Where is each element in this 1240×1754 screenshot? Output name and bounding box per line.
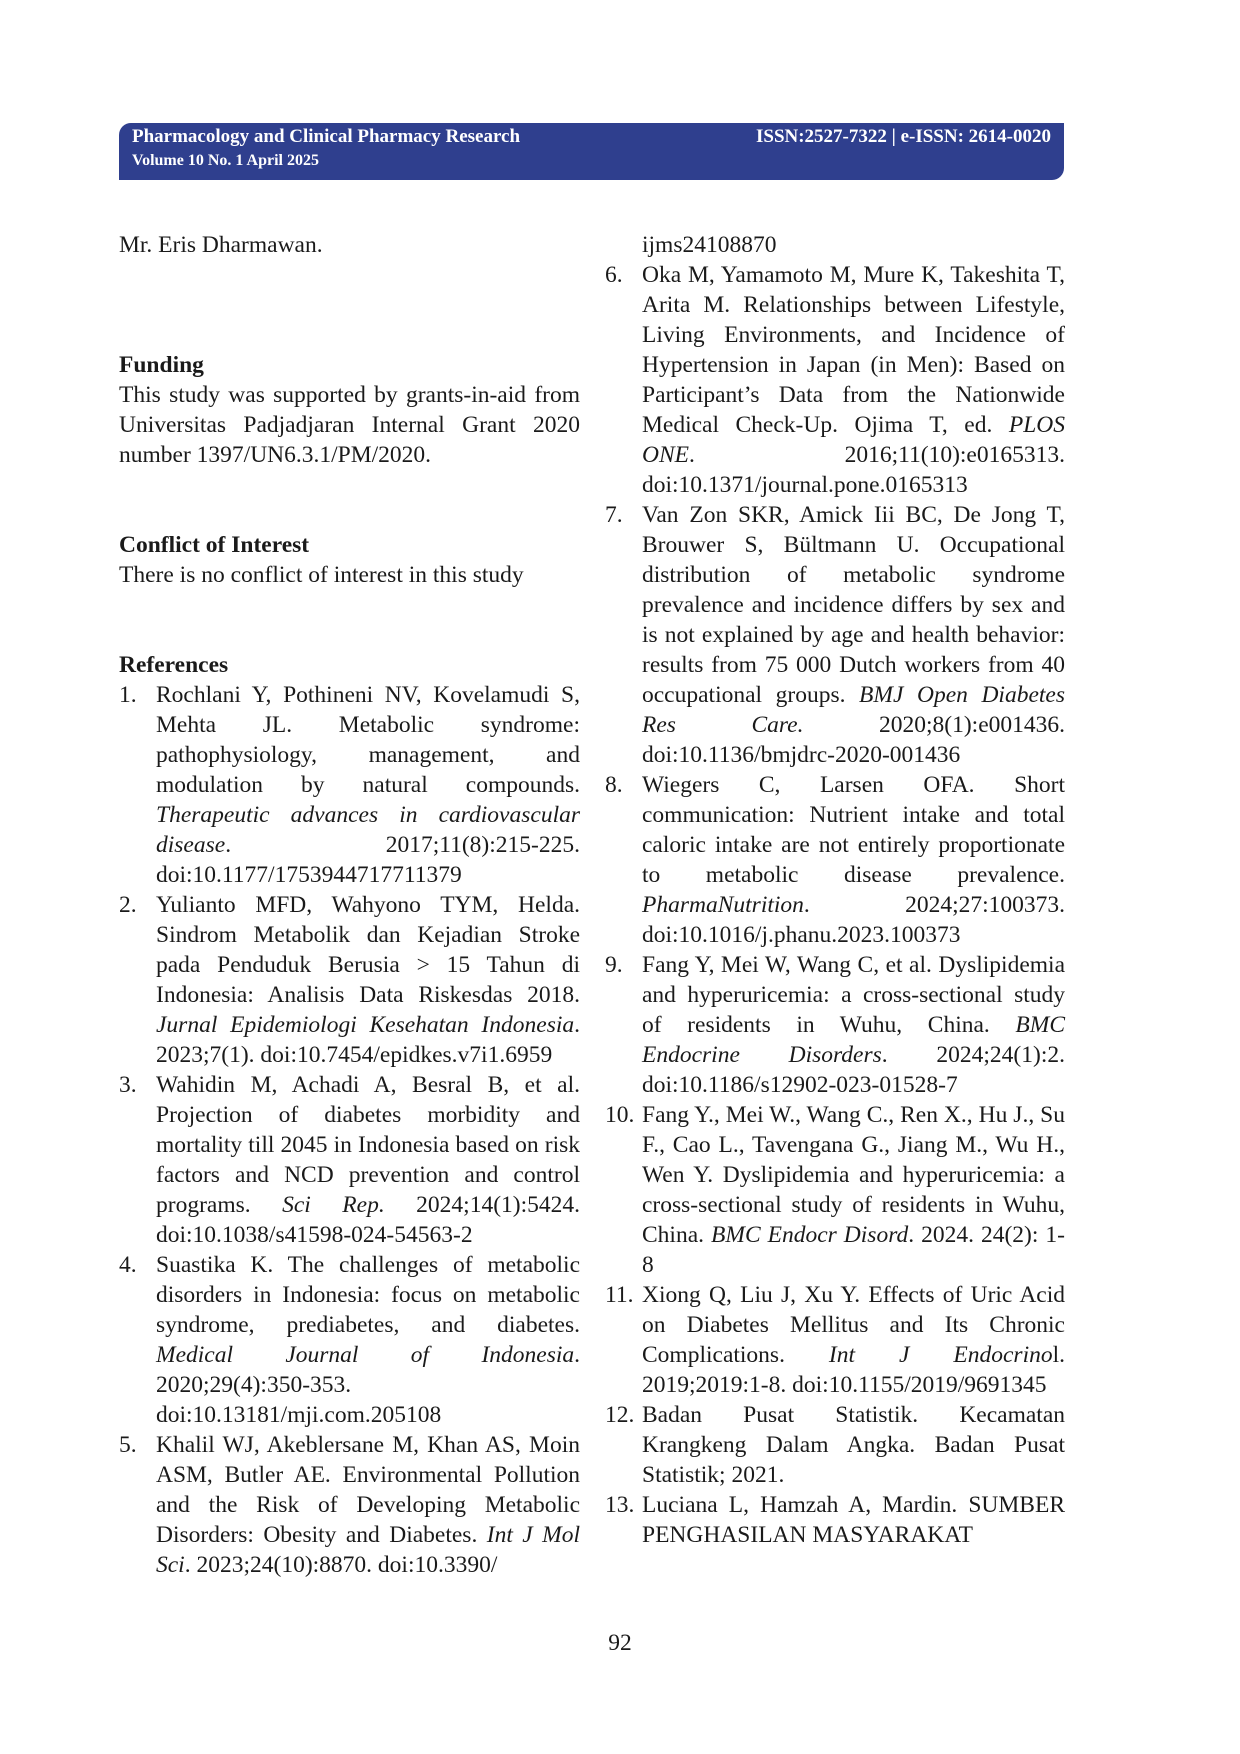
- reference-text: Fang Y., Mei W., Wang C., Ren X., Hu J., Su F., Cao L., Tavengana G., Jiang M., Wu H., Wen Y. Dyslipidemia and hyperuricemia: a cross-sectional study of residents in Wuhu, China. BMC Endocr Disord. 2024. 24(2): 1-8: [642, 1102, 1065, 1278]
- reference-number: 2.: [119, 892, 137, 918]
- funding-heading: Funding: [119, 352, 204, 378]
- reference-text: Yulianto MFD, Wahyono TYM, Helda. Sindrom Metabolik dan Kejadian Stroke pada Penduduk Berusia > 15 Tahun di Indonesia: Analisis Data Riskesdas 2018. Jurnal Epidemiologi Kesehatan Indonesia. 2023;7(1). doi:10.7454/epidkes.v7i1.6959: [156, 892, 580, 1068]
- reference-text: Badan Pusat Statistik. Kecamatan Krangkeng Dalam Angka. Badan Pusat Statistik; 2021.: [642, 1402, 1065, 1488]
- reference-item: [605, 260, 1065, 500]
- reference-number: 4.: [119, 1252, 137, 1278]
- reference-item: [605, 1100, 1065, 1280]
- reference-text: Luciana L, Hamzah A, Mardin. SUMBER PENGHASILAN MASYARAKAT: [642, 1492, 1065, 1548]
- reference-number: 10.: [605, 1102, 635, 1128]
- reference-text: Xiong Q, Liu J, Xu Y. Effects of Uric Acid on Diabetes Mellitus and Its Chronic Complications. Int J Endocrinol. 2019;2019:1-8. doi:10.1155/2019/9691345: [642, 1282, 1065, 1398]
- reference-item: [119, 680, 580, 890]
- reference-item: [119, 1430, 580, 1580]
- journal-issn: ISSN:2527-7322 | e-ISSN: 2614-0020: [755, 126, 1051, 147]
- funding-text: This study was supported by grants-in-aid from Universitas Padjadjaran Internal Grant 2020 number 1397/UN6.3.1/PM/2020.: [119, 382, 580, 468]
- conflict-heading: Conflict of Interest: [119, 532, 310, 558]
- reference-text: Rochlani Y, Pothineni NV, Kovelamudi S, Mehta JL. Metabolic syndrome: pathophysiology, management, and modulation by natural compounds. Therapeutic advances in cardiovascular disease. 2017;11(8):215-225. doi:10.1177/1753944717711379: [156, 682, 580, 888]
- journal-volume: Volume 10 No. 1 April 2025: [132, 152, 319, 169]
- reference-continuation: ijms24108870: [642, 232, 777, 258]
- reference-text: Suastika K. The challenges of metabolic disorders in Indonesia: focus on metabolic syndrome, prediabetes, and diabetes. Medical Journal of Indonesia. 2020;29(4):350-353. doi:10.13181/mji.com.205108: [156, 1252, 580, 1428]
- references-heading: References: [119, 652, 229, 678]
- reference-item: [119, 890, 580, 1070]
- conflict-text: There is no conflict of interest in this study: [119, 562, 524, 588]
- reference-number: 8.: [605, 772, 623, 798]
- reference-item: [605, 950, 1065, 1100]
- reference-text: Wahidin M, Achadi A, Besral B, et al. Projection of diabetes morbidity and mortality till 2045 in Indonesia based on risk factors and NCD prevention and control programs. Sci Rep. 2024;14(1):5424. doi:10.1038/s41598-024-54563-2: [156, 1072, 581, 1248]
- reference-item: [605, 500, 1065, 770]
- journal-header: [119, 123, 1064, 180]
- reference-item: [605, 1490, 1065, 1550]
- reference-number: 7.: [605, 502, 623, 528]
- reference-text: Van Zon SKR, Amick Iii BC, De Jong T, Brouwer S, Bültmann U. Occupational distribution of metabolic syndrome prevalence and incidence differs by sex and is not explained by age and health behavior: results from 75 000 Dutch workers from 40 occupational groups. BMJ Open Diabetes Res Care. 2020;8(1):e001436. doi:10.1136/bmjdrc-2020-001436: [642, 502, 1066, 768]
- left-column: [119, 230, 580, 1580]
- reference-number: 6.: [605, 262, 623, 288]
- reference-text: Wiegers C, Larsen OFA. Short communication: Nutrient intake and total caloric intake are not entirely proportionate to metabolic disease prevalence. PharmaNutrition. 2024;27:100373. doi:10.1016/j.phanu.2023.100373: [642, 772, 1065, 948]
- reference-number: 11.: [605, 1282, 634, 1308]
- reference-text: Fang Y, Mei W, Wang C, et al. Dyslipidemia and hyperuricemia: a cross-sectional study of residents in Wuhu, China. BMC Endocrine Disorders. 2024;24(1):2. doi:10.1186/s12902-023-01528-7: [642, 952, 1065, 1098]
- reference-number: 5.: [119, 1432, 137, 1458]
- reference-item: [605, 1280, 1065, 1400]
- reference-text: Oka M, Yamamoto M, Mure K, Takeshita T, Arita M. Relationships between Lifestyle, Living Environments, and Incidence of Hypertension in Japan (in Men): Based on Participant’s Data from the Nationwide Medical Check-Up. Ojima T, ed. PLOS ONE. 2016;11(10):e0165313. doi:10.1371/journal.pone.0165313: [642, 262, 1065, 498]
- reference-item: [605, 1400, 1065, 1490]
- page-number: 92: [608, 1630, 632, 1656]
- reference-number: 1.: [119, 682, 137, 708]
- reference-item: [119, 1070, 580, 1250]
- reference-number: 13.: [605, 1492, 635, 1518]
- reference-text: Khalil WJ, Akeblersane M, Khan AS, Moin ASM, Butler AE. Environmental Pollution and the Risk of Developing Metabolic Disorders: Obesity and Diabetes. Int J Mol Sci. 2023;24(10):8870. doi:10.3390/: [156, 1432, 580, 1578]
- acknowledgement-tail: Mr. Eris Dharmawan.: [119, 232, 323, 258]
- right-column: [605, 230, 1065, 1550]
- journal-title: Pharmacology and Clinical Pharmacy Research: [132, 126, 521, 147]
- reference-item: [605, 770, 1065, 950]
- reference-number: 3.: [119, 1072, 137, 1098]
- reference-number: 12.: [605, 1402, 635, 1428]
- reference-number: 9.: [605, 952, 623, 978]
- reference-item: [119, 1250, 580, 1430]
